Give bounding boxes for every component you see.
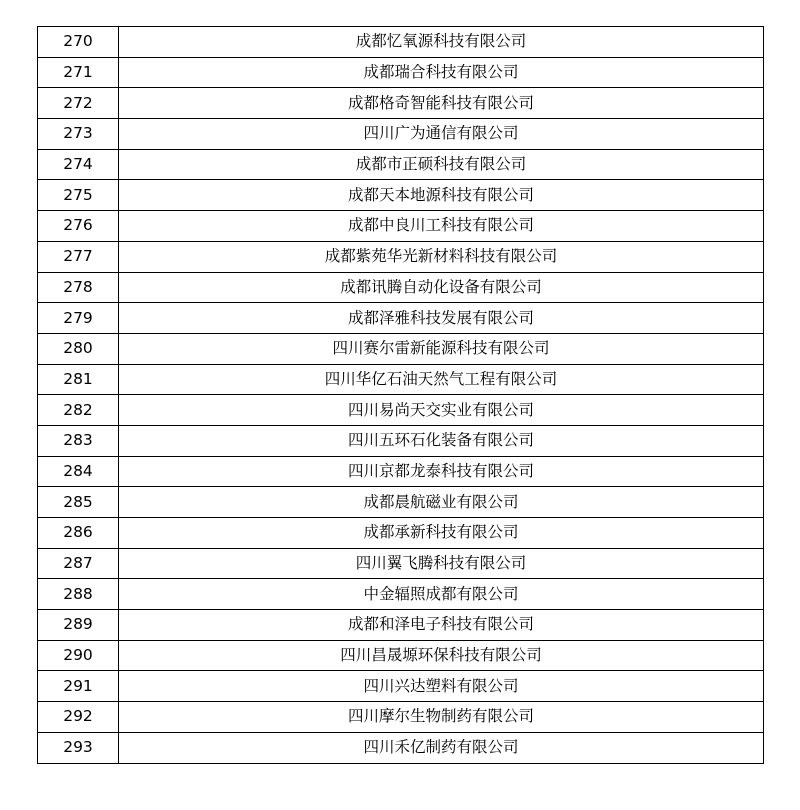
company-name: 四川禾亿制药有限公司	[119, 732, 764, 763]
row-number: 279	[38, 303, 119, 334]
company-name: 四川华亿石油天然气工程有限公司	[119, 364, 764, 395]
row-number: 292	[38, 702, 119, 733]
row-number: 284	[38, 456, 119, 487]
row-number: 277	[38, 241, 119, 272]
row-number: 274	[38, 149, 119, 180]
company-name: 成都讯腾自动化设备有限公司	[119, 272, 764, 303]
company-name: 四川兴达塑料有限公司	[119, 671, 764, 702]
row-number: 275	[38, 180, 119, 211]
company-name: 成都紫苑华光新材料科技有限公司	[119, 241, 764, 272]
table-row	[38, 548, 764, 579]
table-row	[38, 579, 764, 610]
table-row	[38, 518, 764, 549]
row-number: 271	[38, 57, 119, 88]
company-list-sheet	[37, 26, 764, 764]
table-row	[38, 303, 764, 334]
row-number: 283	[38, 425, 119, 456]
row-number: 288	[38, 579, 119, 610]
table-row	[38, 27, 764, 58]
table-row	[38, 119, 764, 150]
row-number: 286	[38, 518, 119, 549]
company-name: 四川昌晟塬环保科技有限公司	[119, 640, 764, 671]
company-name: 成都晨航磁业有限公司	[119, 487, 764, 518]
table-row	[38, 456, 764, 487]
table-row	[38, 333, 764, 364]
company-name: 成都泽雅科技发展有限公司	[119, 303, 764, 334]
company-name: 成都格奇智能科技有限公司	[119, 88, 764, 119]
table-row	[38, 180, 764, 211]
table-row	[38, 732, 764, 763]
row-number: 289	[38, 610, 119, 641]
table-row	[38, 211, 764, 242]
row-number: 282	[38, 395, 119, 426]
row-number: 287	[38, 548, 119, 579]
table-row	[38, 57, 764, 88]
company-name: 成都中良川工科技有限公司	[119, 211, 764, 242]
table-row	[38, 640, 764, 671]
company-name: 四川广为通信有限公司	[119, 119, 764, 150]
table-row	[38, 487, 764, 518]
company-name: 四川摩尔生物制药有限公司	[119, 702, 764, 733]
company-name: 中金辐照成都有限公司	[119, 579, 764, 610]
row-number: 273	[38, 119, 119, 150]
row-number: 278	[38, 272, 119, 303]
row-number: 270	[38, 27, 119, 58]
table-row	[38, 610, 764, 641]
company-name: 四川易尚天交实业有限公司	[119, 395, 764, 426]
table-row	[38, 395, 764, 426]
row-number: 290	[38, 640, 119, 671]
company-name: 成都市正硕科技有限公司	[119, 149, 764, 180]
row-number: 291	[38, 671, 119, 702]
company-name: 四川赛尔雷新能源科技有限公司	[119, 333, 764, 364]
row-number: 293	[38, 732, 119, 763]
company-name: 成都瑞合科技有限公司	[119, 57, 764, 88]
table-row	[38, 149, 764, 180]
row-number: 280	[38, 333, 119, 364]
row-number: 285	[38, 487, 119, 518]
company-name: 四川翼飞腾科技有限公司	[119, 548, 764, 579]
company-name: 成都忆氧源科技有限公司	[119, 27, 764, 58]
company-name: 成都和泽电子科技有限公司	[119, 610, 764, 641]
company-table	[37, 26, 764, 764]
table-row	[38, 425, 764, 456]
company-name: 四川京都龙泰科技有限公司	[119, 456, 764, 487]
row-number: 276	[38, 211, 119, 242]
table-row	[38, 364, 764, 395]
company-name: 四川五环石化装备有限公司	[119, 425, 764, 456]
company-name: 成都承新科技有限公司	[119, 518, 764, 549]
row-number: 281	[38, 364, 119, 395]
table-row	[38, 241, 764, 272]
table-row	[38, 272, 764, 303]
table-row	[38, 88, 764, 119]
table-row	[38, 671, 764, 702]
row-number: 272	[38, 88, 119, 119]
table-row	[38, 702, 764, 733]
company-table-body	[38, 27, 764, 764]
company-name: 成都天本地源科技有限公司	[119, 180, 764, 211]
